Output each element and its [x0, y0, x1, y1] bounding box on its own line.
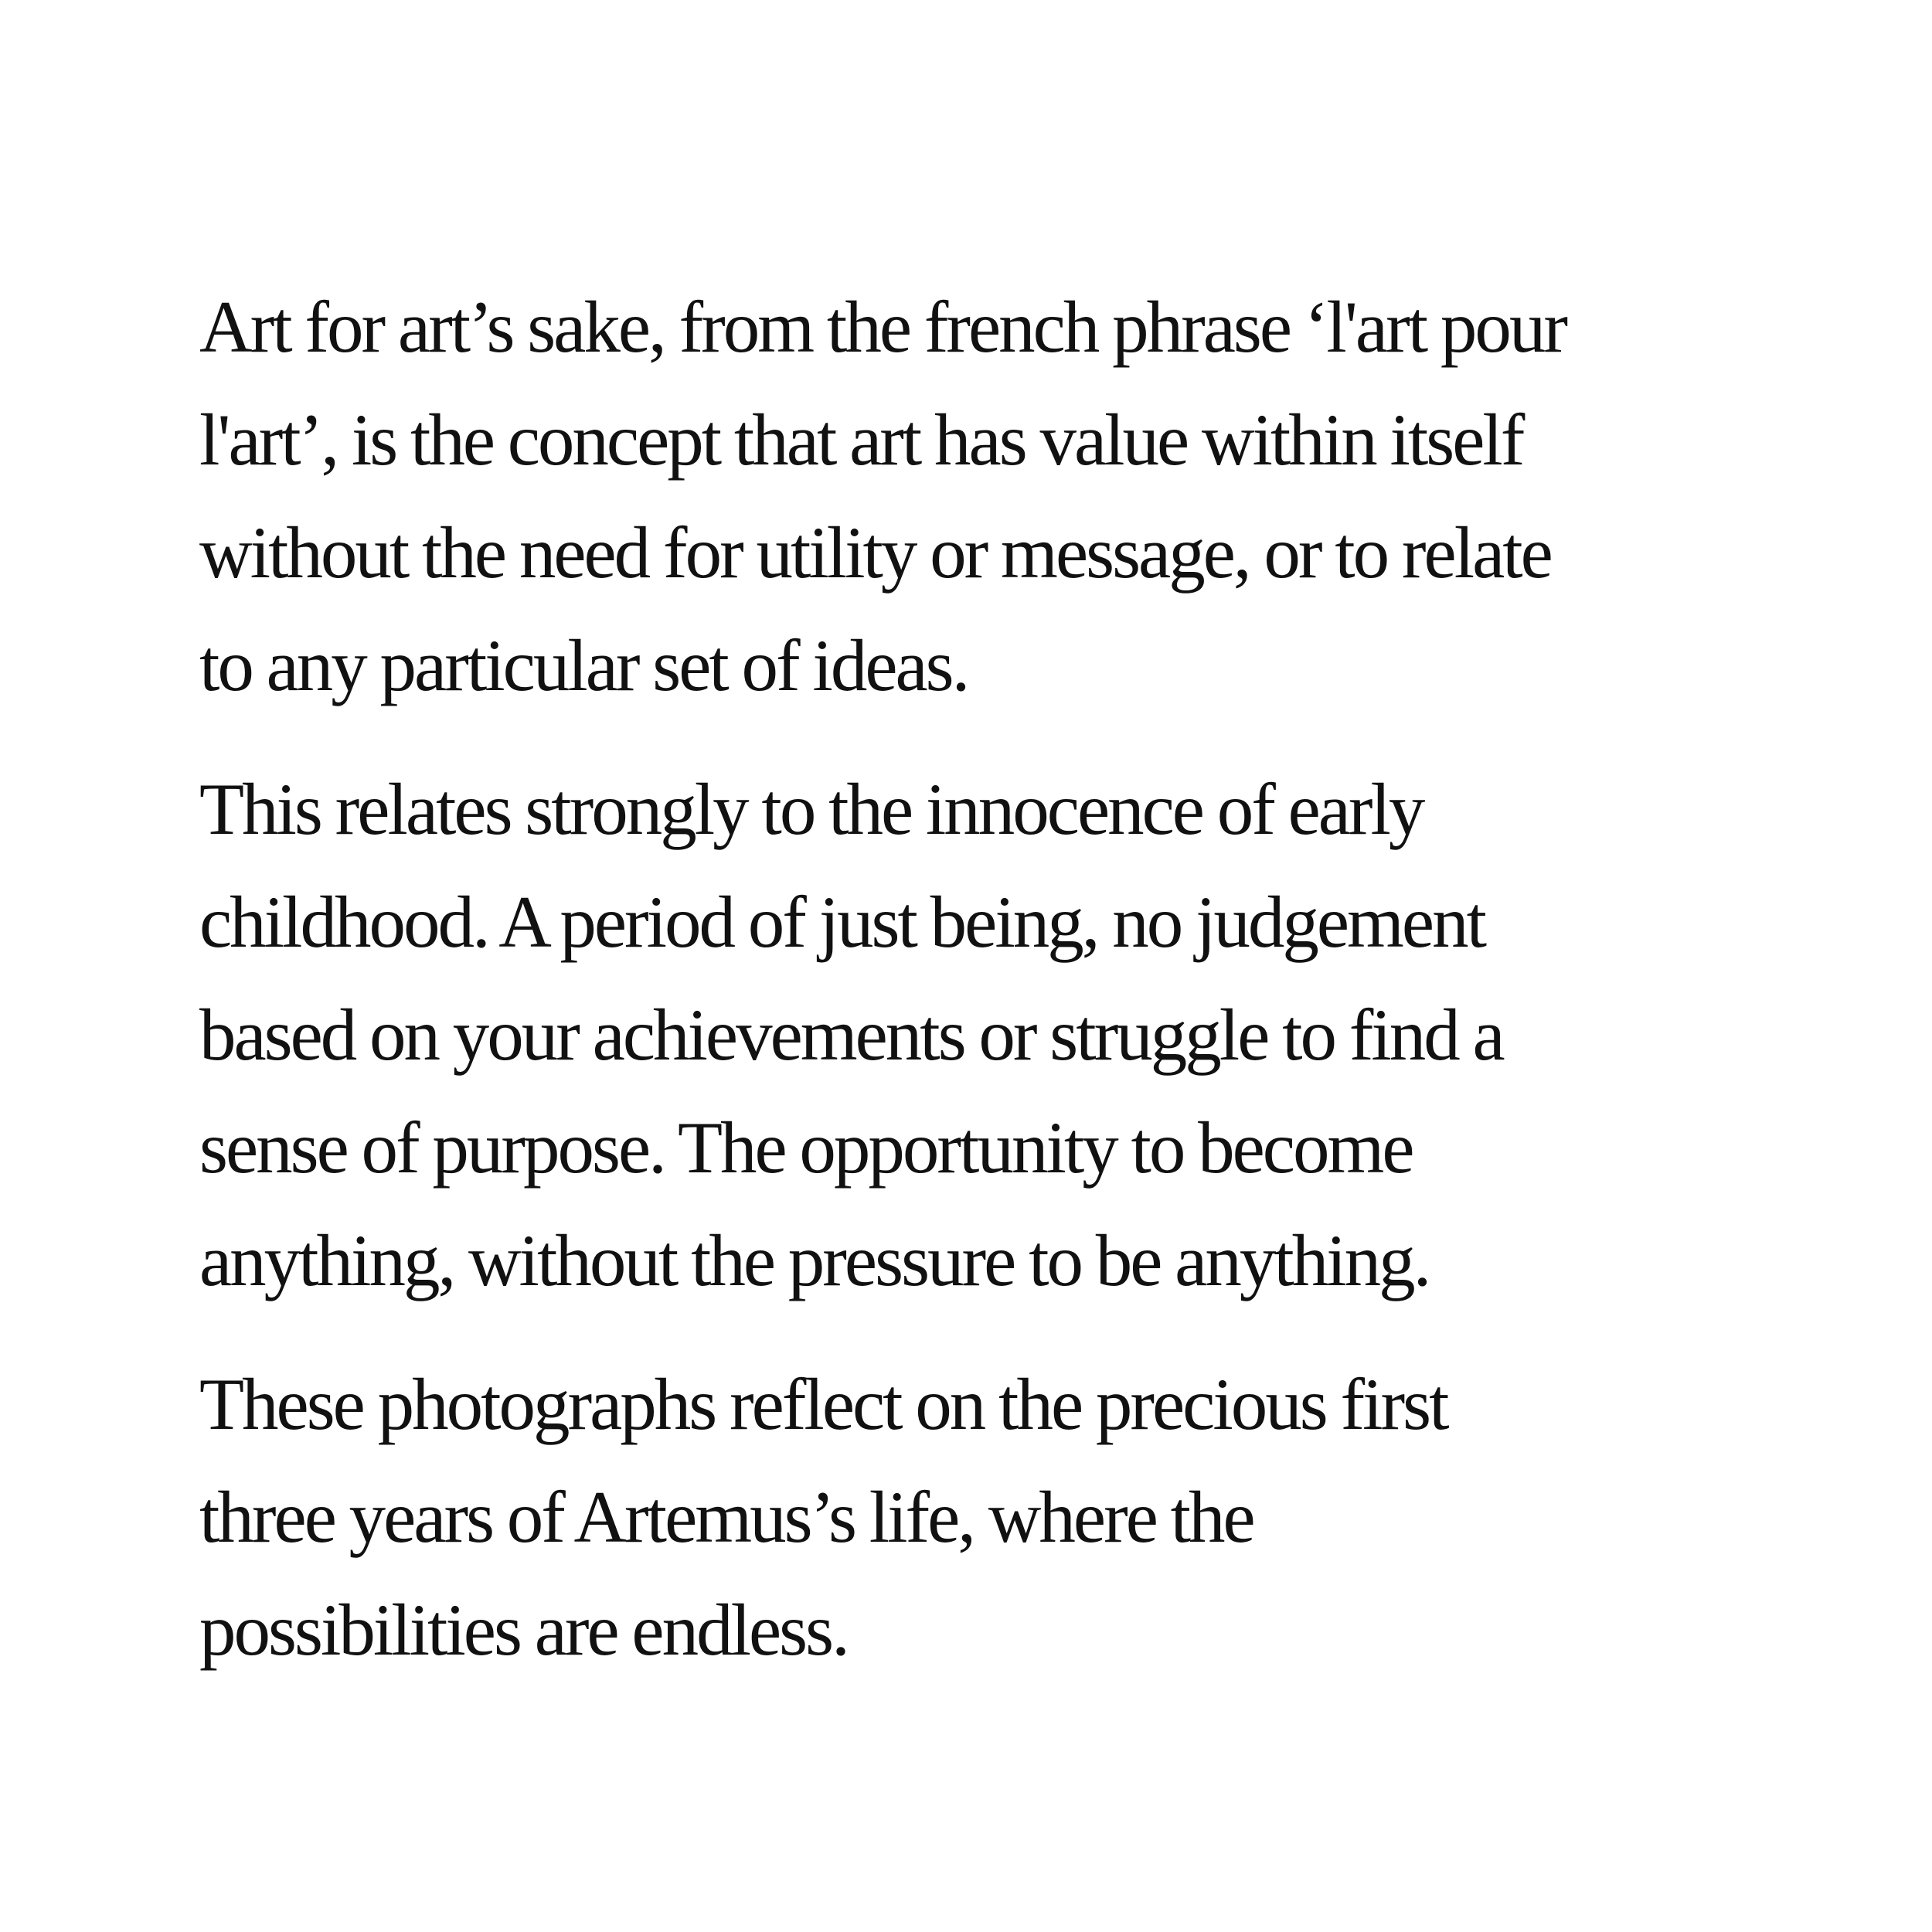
- text-line: These photographs reflect on the precious first: [199, 1363, 1447, 1445]
- text-line: possibilities are endless.: [199, 1589, 848, 1671]
- text-line: based on your achievements or struggle to find a: [199, 994, 1503, 1076]
- text-line: to any particular set of ideas.: [199, 624, 968, 706]
- text-line: Art for art’s sake, from the french phrase ‘l'art pour: [199, 286, 1566, 368]
- paragraph-photographs: [199, 1348, 1822, 1686]
- paragraph-childhood: [199, 753, 1822, 1317]
- text-line: anything, without the pressure to be anything.: [199, 1219, 1430, 1301]
- statement-text: [199, 270, 1822, 1717]
- text-line: three years of Artemus’s life, where the: [199, 1476, 1253, 1558]
- paragraph-art-for-arts-sake: [199, 270, 1822, 722]
- text-line: This relates strongly to the innocence of early: [199, 768, 1423, 850]
- text-line: l'art’, is the concept that art has value within itself: [199, 399, 1523, 481]
- text-line: without the need for utility or message, or to relate: [199, 512, 1551, 594]
- text-line: sense of purpose. The opportunity to become: [199, 1107, 1413, 1189]
- text-line: childhood. A period of just being, no judgement: [199, 881, 1485, 963]
